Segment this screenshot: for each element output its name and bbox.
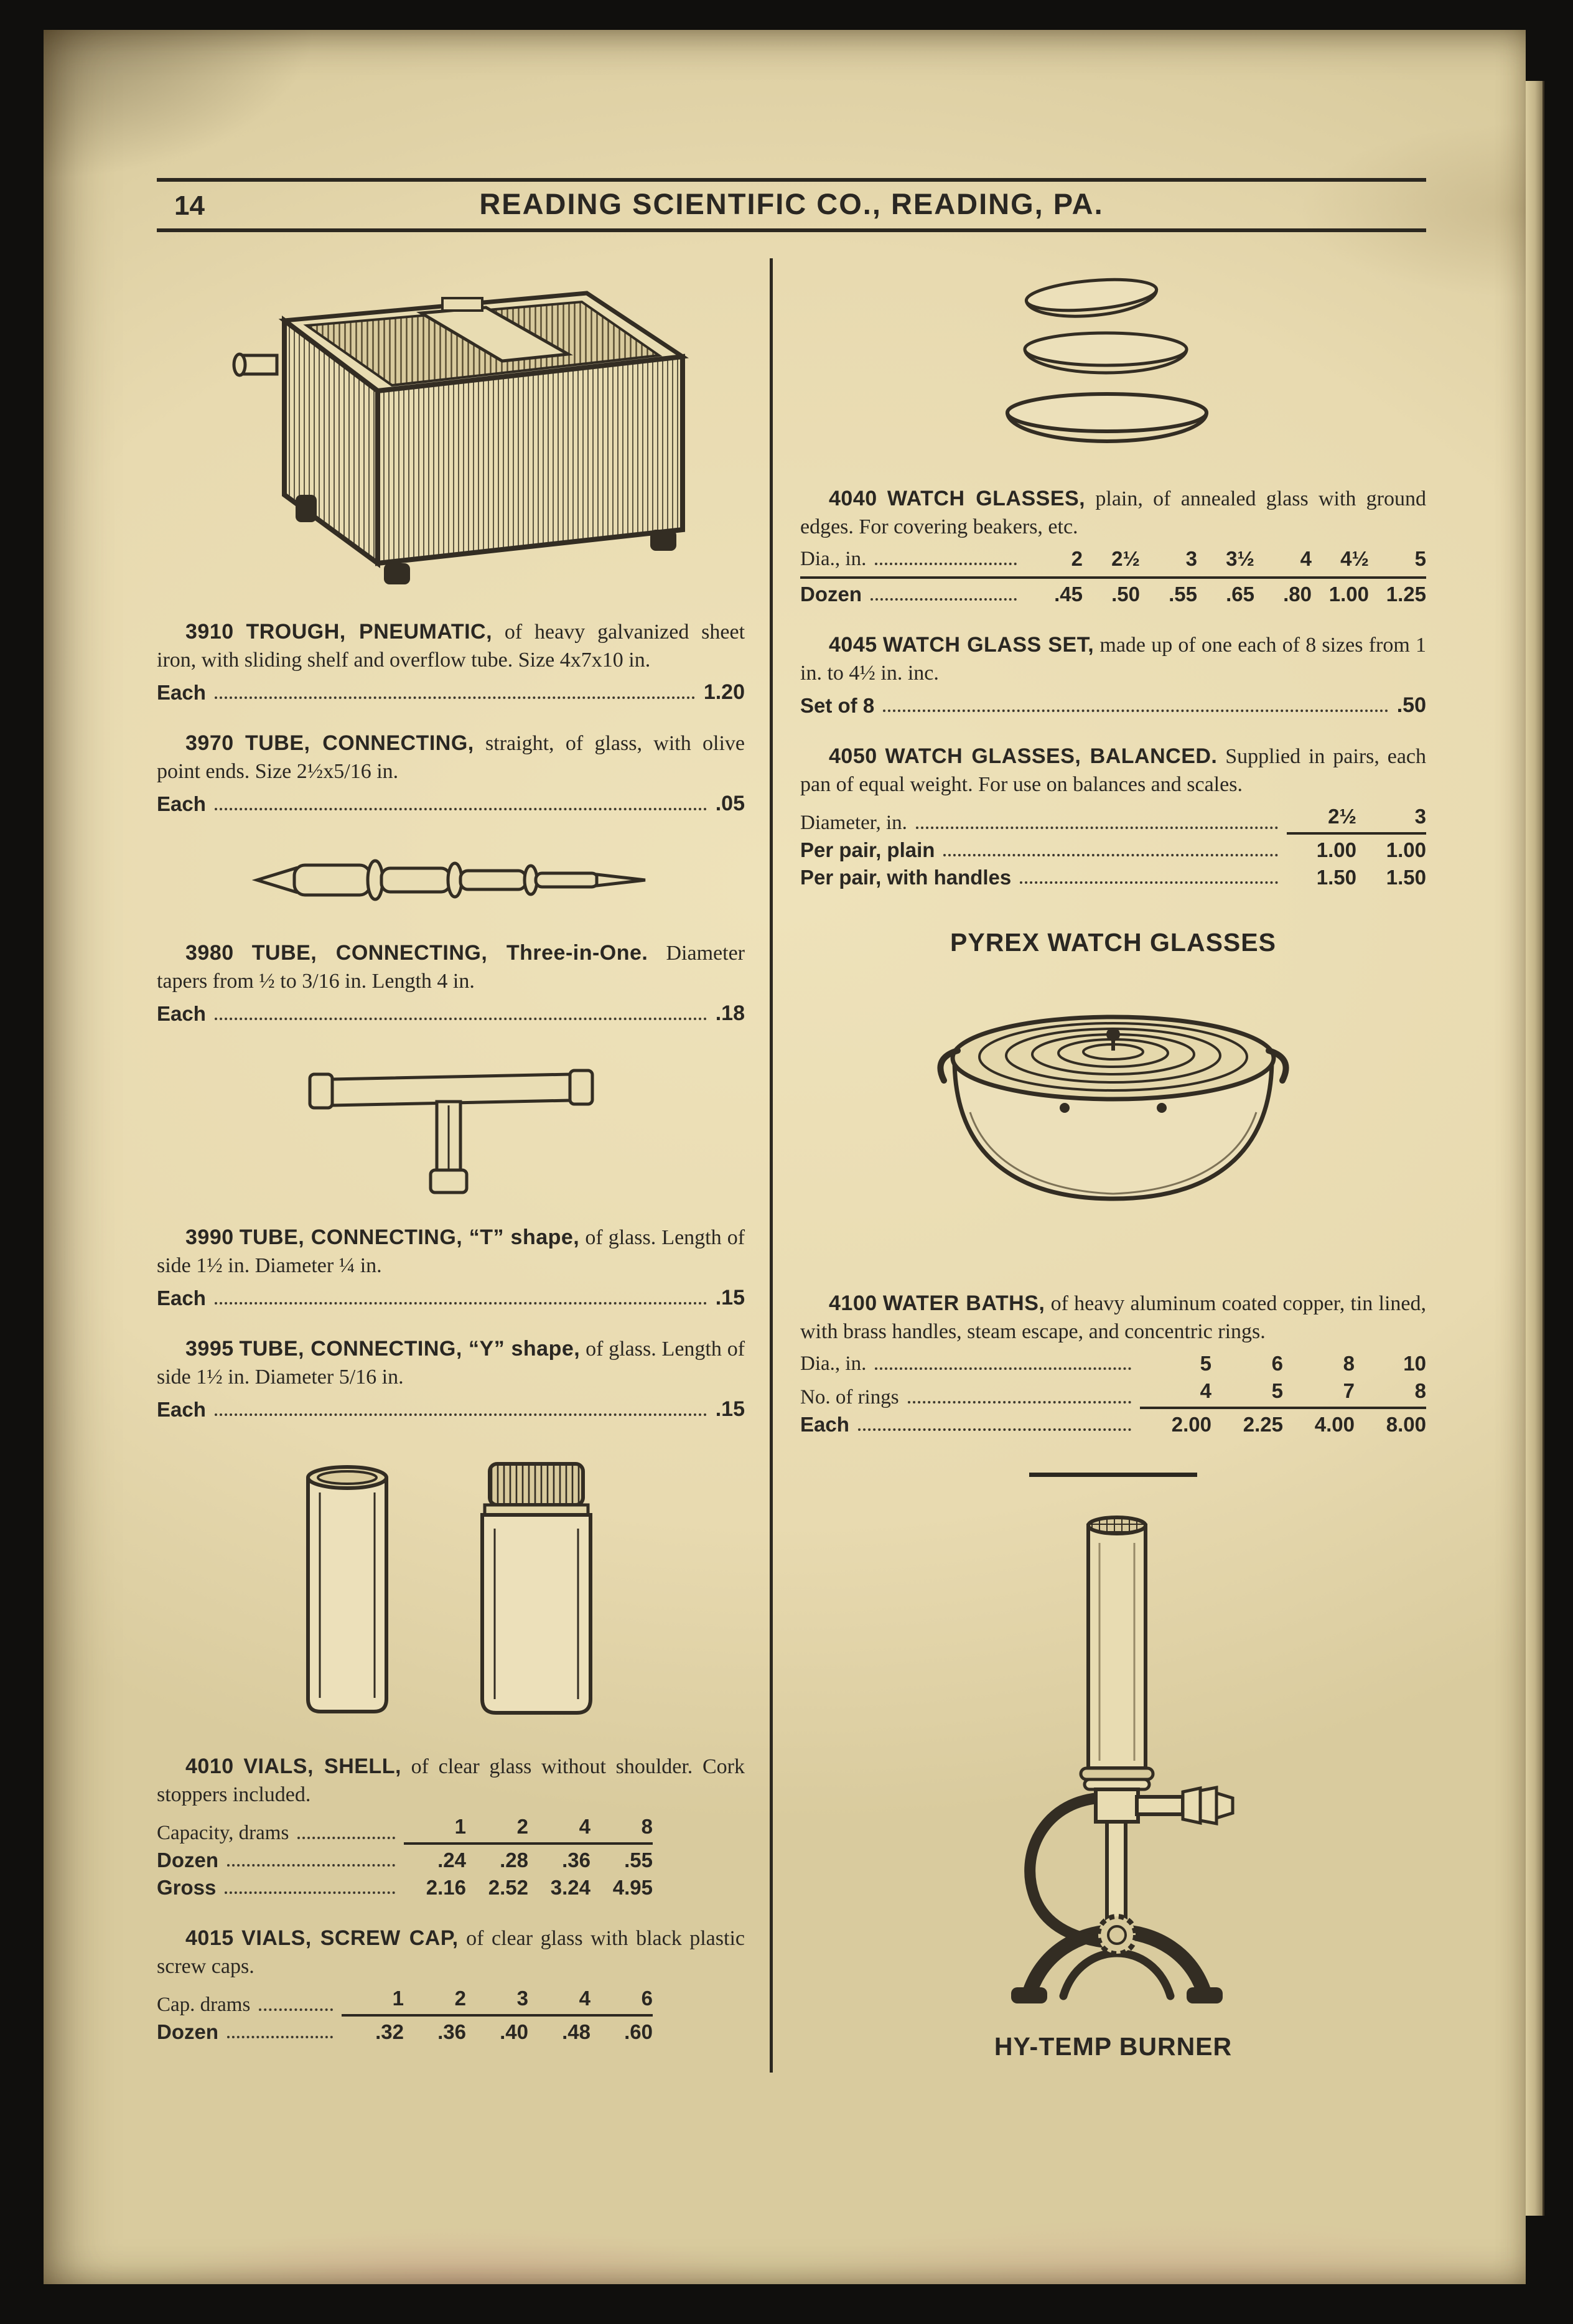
price-label: Each bbox=[157, 792, 206, 816]
item-title: TUBE, CONNECTING, “T” shape, bbox=[239, 1225, 580, 1250]
right-column bbox=[773, 258, 1426, 2061]
entry-3910 bbox=[157, 618, 745, 705]
cell: 10 bbox=[1403, 1352, 1426, 1375]
row-label: Dia., in. bbox=[800, 1352, 867, 1375]
price-value: .18 bbox=[715, 1001, 745, 1026]
cell: .50 bbox=[1111, 583, 1140, 606]
dot-leader bbox=[215, 1413, 707, 1416]
item-title: VIALS, SHELL, bbox=[243, 1755, 401, 1779]
cell: .48 bbox=[562, 2020, 590, 2044]
cell: 3.24 bbox=[550, 1876, 590, 1900]
item-description: of glass. Length of side 1½ in. Diameter ¼ in. bbox=[157, 1226, 745, 1277]
cell: .36 bbox=[437, 2020, 466, 2044]
dot-leader bbox=[908, 1401, 1131, 1403]
figure-water-bath bbox=[800, 978, 1426, 1265]
price-value: .50 bbox=[1396, 693, 1426, 718]
price-label: Each bbox=[157, 1398, 206, 1422]
row-label: No. of rings bbox=[800, 1386, 899, 1409]
cell: 6 bbox=[641, 1987, 653, 2010]
row-label: Each bbox=[800, 1413, 849, 1436]
item-title: VIALS, SCREW CAP, bbox=[241, 1926, 459, 1951]
entry-text bbox=[157, 1924, 745, 1980]
dot-leader bbox=[875, 563, 1017, 565]
cell: 1.25 bbox=[1386, 583, 1426, 606]
catalog-number: 4015 bbox=[185, 1926, 234, 1951]
cell: 5 bbox=[1200, 1352, 1211, 1375]
table-row bbox=[157, 1876, 653, 1900]
row-label: Gross bbox=[157, 1876, 217, 1900]
price-table bbox=[800, 805, 1426, 889]
entry-4100 bbox=[800, 1290, 1426, 1436]
dot-leader bbox=[259, 2008, 333, 2011]
dot-leader bbox=[916, 827, 1278, 829]
entry-text bbox=[800, 631, 1426, 687]
price-table bbox=[800, 1352, 1426, 1436]
dot-leader bbox=[875, 1367, 1131, 1370]
table-row bbox=[157, 1987, 653, 2017]
cell: .24 bbox=[437, 1848, 466, 1872]
cell: 6 bbox=[1271, 1352, 1283, 1375]
cell: .65 bbox=[1226, 583, 1254, 606]
cell: 1 bbox=[454, 1815, 466, 1839]
cell: .45 bbox=[1054, 583, 1083, 606]
cell: .28 bbox=[500, 1848, 528, 1872]
cell: 8 bbox=[1414, 1379, 1426, 1403]
dot-leader bbox=[215, 1018, 707, 1020]
entry-3980 bbox=[157, 939, 745, 1026]
row-label: Per pair, plain bbox=[800, 838, 935, 862]
item-title: WATCH GLASSES, BALANCED. bbox=[885, 744, 1218, 769]
catalog-number: 3970 bbox=[185, 731, 234, 756]
cell: 2.52 bbox=[488, 1876, 528, 1900]
cell: .55 bbox=[1169, 583, 1197, 606]
row-label: Diameter, in. bbox=[800, 812, 907, 835]
catalog-number: 4010 bbox=[185, 1755, 234, 1779]
cell: .36 bbox=[562, 1848, 590, 1872]
entry-text bbox=[157, 1335, 745, 1391]
cell: .60 bbox=[624, 2020, 653, 2044]
price-line bbox=[157, 1397, 745, 1422]
cell: 4.95 bbox=[612, 1876, 653, 1900]
three-in-one-tube-illustration bbox=[252, 846, 650, 914]
table-row bbox=[800, 583, 1426, 606]
figure-trough bbox=[157, 263, 745, 593]
entry-4050 bbox=[800, 743, 1426, 889]
entry-text bbox=[800, 485, 1426, 541]
dot-leader bbox=[225, 1891, 395, 1894]
table-row bbox=[800, 838, 1426, 862]
cell: 2 bbox=[454, 1987, 466, 2010]
price-table bbox=[157, 1987, 653, 2044]
dot-leader bbox=[215, 1302, 707, 1305]
cell: 4 bbox=[579, 1987, 590, 2010]
figure-vials bbox=[157, 1454, 745, 1728]
catalog-number: 3910 bbox=[185, 620, 234, 644]
table-row bbox=[800, 1413, 1426, 1436]
left-column bbox=[157, 258, 770, 2044]
price-line bbox=[157, 792, 745, 816]
entry-3990 bbox=[157, 1224, 745, 1310]
burner-caption: HY-TEMP BURNER bbox=[994, 2032, 1233, 2061]
t-tube-illustration bbox=[305, 1056, 597, 1199]
cell: 3½ bbox=[1226, 547, 1254, 571]
item-title: TUBE, CONNECTING, “Y” shape, bbox=[239, 1337, 581, 1361]
entry-text bbox=[157, 1753, 745, 1809]
price-line bbox=[157, 680, 745, 705]
row-values bbox=[404, 1876, 653, 1900]
water-bath-illustration bbox=[908, 978, 1319, 1265]
cell: 1 bbox=[392, 1987, 404, 2010]
cell: .80 bbox=[1283, 583, 1312, 606]
row-label: Capacity, drams bbox=[157, 1822, 289, 1845]
item-title: TUBE, CONNECTING, bbox=[245, 731, 474, 756]
cell: 1.00 bbox=[1328, 583, 1369, 606]
entry-text bbox=[157, 729, 745, 785]
catalog-number: 4040 bbox=[829, 487, 877, 510]
page-number: 14 bbox=[174, 190, 205, 221]
row-values bbox=[1025, 583, 1426, 606]
price-line bbox=[157, 1286, 745, 1310]
item-title: WATCH GLASS SET, bbox=[882, 633, 1095, 657]
row-label: Dozen bbox=[157, 1848, 218, 1872]
pyrex-heading: PYREX WATCH GLASSES bbox=[950, 928, 1276, 957]
row-label: Per pair, with handles bbox=[800, 866, 1012, 889]
item-description: of clear glass with black plastic screw caps. bbox=[157, 1927, 745, 1978]
dot-leader bbox=[1020, 881, 1278, 884]
cell: 5 bbox=[1414, 547, 1426, 571]
row-values bbox=[404, 1848, 653, 1872]
page-header bbox=[157, 178, 1426, 232]
catalog-number: 4100 bbox=[829, 1291, 877, 1316]
catalog-number: 4045 bbox=[829, 633, 877, 657]
price-value: 1.20 bbox=[703, 680, 745, 705]
entry-4040 bbox=[800, 485, 1426, 606]
cell: 1.00 bbox=[1316, 838, 1356, 862]
company-name: READING SCIENTIFIC CO., READING, PA. bbox=[479, 187, 1104, 220]
item-description: of heavy galvanized sheet iron, with sliding shelf and overflow tube. Size 4x7x10 in. bbox=[157, 621, 745, 672]
item-description: made up of one each of 8 sizes from 1 in. to 4½ in. inc. bbox=[800, 634, 1426, 685]
item-description: Supplied in pairs, each pan of equal weight. For use on balances and scales. bbox=[800, 745, 1427, 796]
entry-text bbox=[157, 939, 745, 995]
catalog-number: 4050 bbox=[829, 744, 877, 769]
price-value: .15 bbox=[715, 1397, 745, 1422]
table-row bbox=[157, 2020, 653, 2044]
row-values bbox=[1140, 1379, 1426, 1409]
row-values bbox=[1287, 838, 1426, 862]
row-values bbox=[1025, 547, 1426, 571]
row-values bbox=[1140, 1352, 1426, 1375]
item-title: TROUGH, PNEUMATIC, bbox=[246, 620, 493, 644]
price-label: Each bbox=[157, 1002, 206, 1026]
price-label: Set of 8 bbox=[800, 694, 875, 718]
cell: 2.25 bbox=[1243, 1413, 1283, 1436]
cell: 3 bbox=[1414, 805, 1426, 828]
item-title: TUBE, CONNECTING, Three-in-One. bbox=[251, 941, 648, 965]
cell: 2 bbox=[516, 1815, 528, 1839]
cell: 4 bbox=[1200, 1379, 1211, 1403]
row-label: Dia., in. bbox=[800, 548, 867, 571]
table-row bbox=[800, 1379, 1426, 1409]
cell: 3 bbox=[516, 1987, 528, 2010]
table-row bbox=[800, 805, 1426, 835]
catalog-number: 3980 bbox=[185, 941, 234, 965]
dot-leader bbox=[871, 598, 1017, 601]
cell: 1.50 bbox=[1316, 866, 1356, 889]
item-title: WATER BATHS, bbox=[882, 1291, 1045, 1316]
dot-leader bbox=[215, 696, 695, 699]
price-line bbox=[800, 693, 1426, 718]
table-row bbox=[800, 866, 1426, 889]
cell: 4 bbox=[1300, 547, 1312, 571]
cell: 2½ bbox=[1328, 805, 1356, 828]
section-divider bbox=[1029, 1473, 1197, 1477]
catalog-number: 3995 bbox=[185, 1337, 234, 1361]
figure-watch-glasses bbox=[800, 261, 1426, 460]
cell: 2½ bbox=[1111, 547, 1140, 571]
price-value: .05 bbox=[715, 792, 745, 816]
cell: 4.00 bbox=[1314, 1413, 1355, 1436]
dot-leader bbox=[858, 1428, 1131, 1431]
price-table bbox=[157, 1815, 653, 1900]
entry-3995 bbox=[157, 1335, 745, 1422]
catalog-page bbox=[44, 30, 1526, 2284]
cell: .40 bbox=[500, 2020, 528, 2044]
entry-4010 bbox=[157, 1753, 745, 1900]
item-description: straight, of glass, with olive point ends. Size 2½x5/16 in. bbox=[157, 732, 745, 783]
cell: 1.50 bbox=[1386, 866, 1426, 889]
figure-t-tube bbox=[157, 1056, 745, 1199]
hy-temp-burner-illustration bbox=[976, 1506, 1250, 2016]
dot-leader bbox=[227, 1864, 395, 1867]
price-value: .15 bbox=[715, 1286, 745, 1310]
pneumatic-trough-illustration bbox=[202, 263, 700, 593]
item-title: WATCH GLASSES, bbox=[887, 487, 1086, 510]
row-values bbox=[1287, 805, 1426, 835]
row-label: Dozen bbox=[157, 2020, 218, 2044]
book-page-edge bbox=[1526, 81, 1544, 2216]
dot-leader bbox=[227, 2036, 333, 2038]
dot-leader bbox=[883, 710, 1388, 712]
cell: 3 bbox=[1185, 547, 1197, 571]
table-row bbox=[157, 1848, 653, 1872]
table-row bbox=[800, 547, 1426, 579]
cell: 8 bbox=[1343, 1352, 1355, 1375]
figure-burner bbox=[800, 1506, 1426, 2016]
entry-text bbox=[157, 618, 745, 674]
cell: 8 bbox=[641, 1815, 653, 1839]
two-column-layout bbox=[157, 258, 1426, 2073]
dot-leader bbox=[215, 808, 707, 810]
cell: .32 bbox=[375, 2020, 404, 2044]
cell: 4½ bbox=[1340, 547, 1369, 571]
table-row bbox=[800, 1352, 1426, 1375]
cell: 2 bbox=[1071, 547, 1083, 571]
dot-leader bbox=[943, 854, 1278, 856]
price-table bbox=[800, 547, 1426, 606]
table-row bbox=[157, 1815, 653, 1845]
cell: 5 bbox=[1271, 1379, 1283, 1403]
cell: 2.00 bbox=[1171, 1413, 1211, 1436]
entry-3970 bbox=[157, 729, 745, 816]
price-label: Each bbox=[157, 1286, 206, 1310]
watch-glasses-illustration bbox=[951, 261, 1275, 460]
row-label: Cap. drams bbox=[157, 1994, 251, 2017]
figure-connecting-tube bbox=[157, 846, 745, 914]
entry-text bbox=[157, 1224, 745, 1280]
cell: 1.00 bbox=[1386, 838, 1426, 862]
entry-text bbox=[800, 1290, 1426, 1346]
cell: 4 bbox=[579, 1815, 590, 1839]
vials-illustration bbox=[271, 1454, 632, 1728]
cell: 7 bbox=[1343, 1379, 1355, 1403]
price-line bbox=[157, 1001, 745, 1026]
item-description: Diameter tapers from ½ to 3/16 in. Length 4 in. bbox=[157, 942, 745, 993]
row-values bbox=[342, 1987, 653, 2017]
row-values bbox=[1140, 1413, 1426, 1436]
row-label: Dozen bbox=[800, 583, 862, 606]
cell: .55 bbox=[624, 1848, 653, 1872]
cell: 2.16 bbox=[426, 1876, 466, 1900]
entry-4015 bbox=[157, 1924, 745, 2044]
row-values bbox=[404, 1815, 653, 1845]
cell: 8.00 bbox=[1386, 1413, 1426, 1436]
price-label: Each bbox=[157, 681, 206, 705]
row-values bbox=[1287, 866, 1426, 889]
item-description: of glass. Length of side 1½ in. Diameter 5/16 in. bbox=[157, 1338, 745, 1389]
catalog-number: 3990 bbox=[185, 1225, 234, 1250]
item-description: of heavy aluminum coated copper, tin lined, with brass handles, steam escape, and concentric rings. bbox=[800, 1292, 1427, 1343]
entry-text bbox=[800, 743, 1426, 799]
item-description: plain, of annealed glass with ground edges. For covering beakers, etc. bbox=[800, 487, 1427, 538]
item-description: of clear glass without shoulder. Cork stoppers included. bbox=[157, 1755, 745, 1806]
row-values bbox=[342, 2020, 653, 2044]
entry-4045 bbox=[800, 631, 1426, 718]
dot-leader bbox=[297, 1837, 395, 1839]
